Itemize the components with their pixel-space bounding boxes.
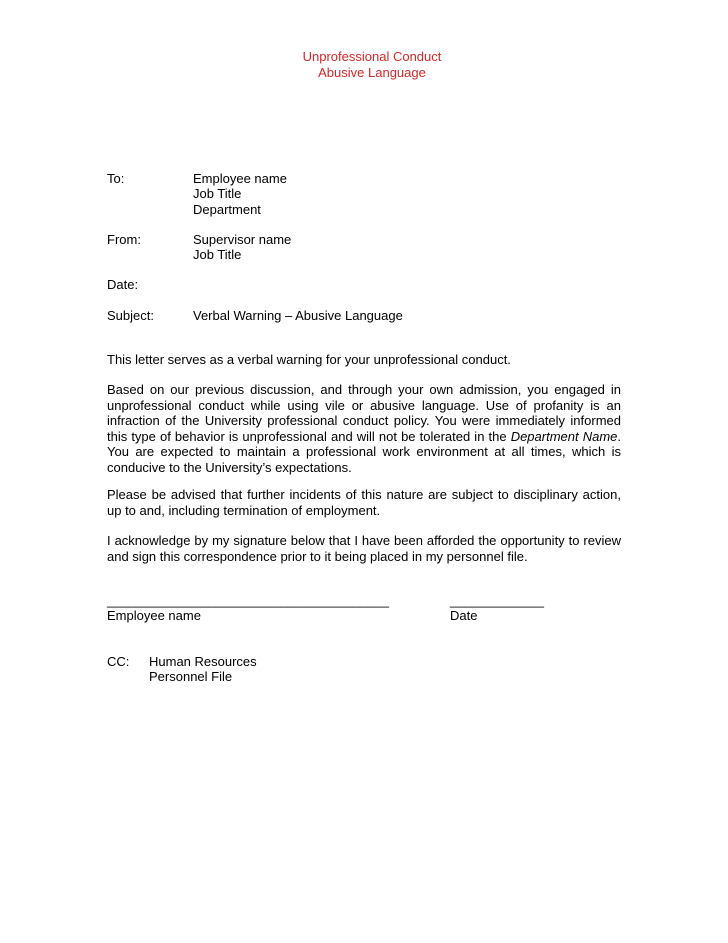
paragraph-discussion-text-2: . You are expected to maintain a professional work environment at all times, which is conducive to the University’s expectations. (107, 428, 621, 475)
date-signature-label: Date (450, 608, 478, 623)
from-label: From: (107, 232, 141, 247)
paragraph-acknowledgement: I acknowledge by my signature below that I have been afforded the opportunity to review and sign this correspondence prior to it being placed in my personnel file. (107, 533, 621, 564)
employee-signature-line: _______________________________________ (107, 593, 389, 608)
paragraph-intro: This letter serves as a verbal warning for your unprofessional conduct. (107, 352, 511, 367)
cc-label: CC: (107, 654, 130, 669)
to-employee-name: Employee name (193, 171, 287, 186)
to-label: To: (107, 171, 125, 186)
department-name-placeholder: Department Name (510, 428, 618, 444)
from-supervisor-name: Supervisor name (193, 232, 292, 247)
from-job-title: Job Title (193, 247, 242, 262)
subject-value: Verbal Warning – Abusive Language (193, 308, 403, 323)
cc-personnel-file: Personnel File (149, 669, 233, 684)
date-signature-line: _____________ (450, 593, 544, 608)
date-label: Date: (107, 277, 139, 292)
paragraph-advisement: Please be advised that further incidents of this nature are subject to disciplinary action, up to and, including termination of employment. (107, 487, 621, 518)
employee-signature-label: Employee name (107, 608, 201, 623)
paragraph-discussion-text-1: Based on our previous discussion, and through your own admission, you engaged in unprofessional conduct while using vile or abusive language. Use of profanity is an infraction of the University professional conduct policy. You were immediately informed this type of behavior is unprofessional and will not be tolerated in the (107, 382, 621, 444)
cc-human-resources: Human Resources (149, 654, 257, 669)
to-job-title: Job Title (193, 186, 242, 201)
document-subtitle: Abusive Language (318, 65, 426, 80)
document-title: Unprofessional Conduct (302, 49, 442, 64)
to-department: Department (193, 202, 261, 217)
paragraph-discussion (107, 382, 621, 476)
subject-label: Subject: (107, 308, 154, 323)
